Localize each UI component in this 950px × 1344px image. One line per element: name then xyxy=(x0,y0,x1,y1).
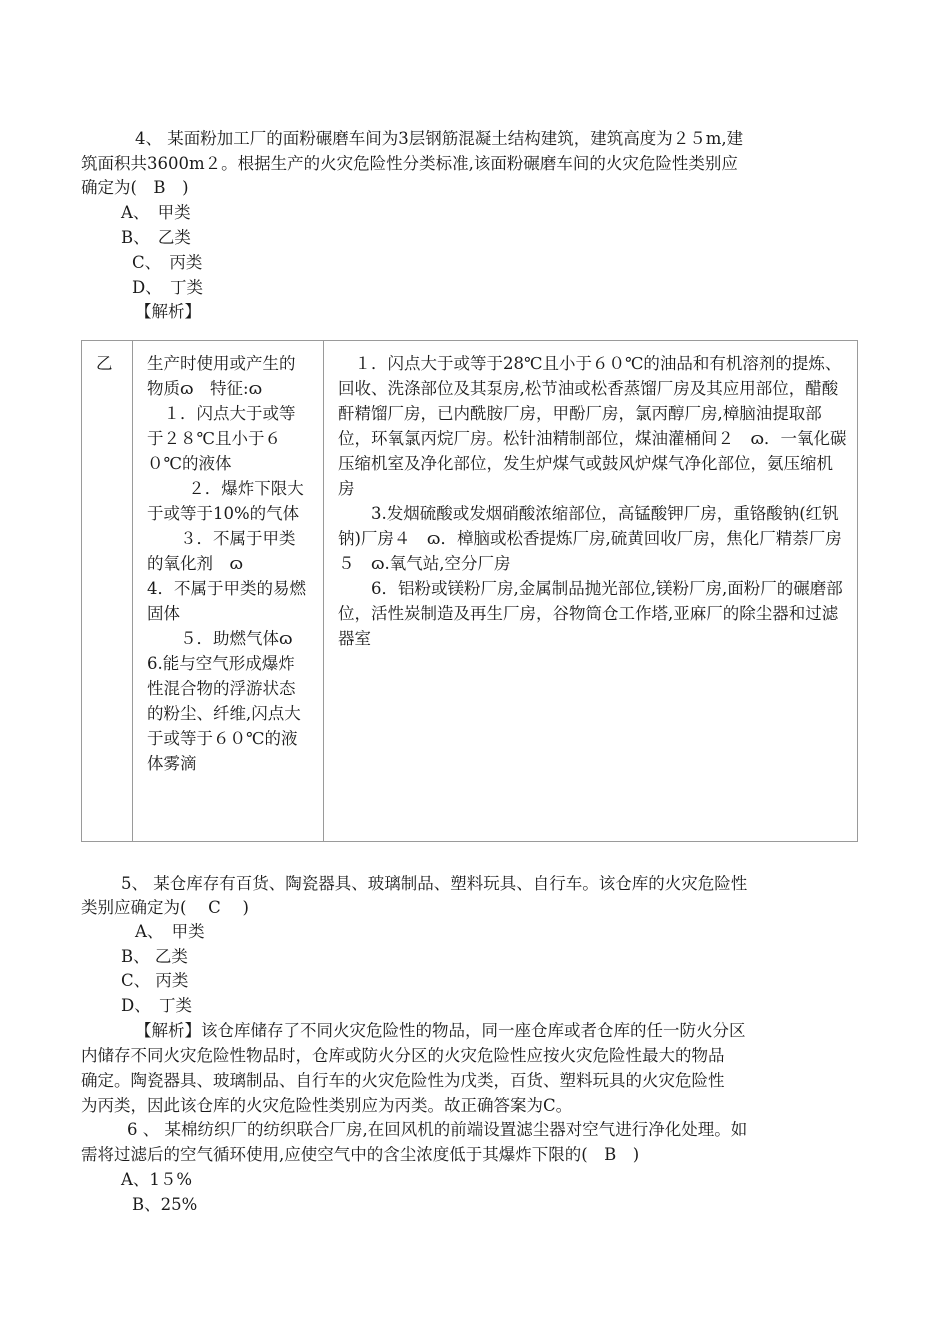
feature-4: 4．不属于甲类的易燃固体 xyxy=(147,579,306,623)
q5-analysis-line-4: 为丙类，因此该仓库的火灾危险性类别应为丙类。故正确答案为C。 xyxy=(81,1096,573,1115)
feature-5: ５．助燃气体ɷ xyxy=(180,629,293,648)
q5-analysis-line-3: 确定。陶瓷器具、玻璃制品、自行车的火灾危险性为戊类，百货、塑料玩具的火灾危险性 xyxy=(81,1071,725,1090)
example-group-2: 3.发烟硫酸或发烟硝酸浓缩部位，高锰酸钾厂房，重铬酸钠(红钒钠)厂房４ ɷ．樟脑或松香提炼厂房,硫黄回收厂房，焦化厂精萘厂房５ ɷ.氧气站,空分厂房 xyxy=(338,504,842,573)
q6-option-a: A、1５% xyxy=(121,1170,193,1189)
q5-option-b: B、 乙类 xyxy=(121,947,188,966)
q5-analysis-line-1: 【解析】该仓库储存了不同火灾危险性的物品，同一座仓库或者仓库的任一防火分区 xyxy=(135,1021,746,1040)
q5-option-c: C、 丙类 xyxy=(121,971,189,990)
features-cell xyxy=(133,341,324,842)
feature-6: 6.能与空气形成爆炸性混合物的浮游状态的粉尘、纤维,闪点大于或等于６０℃的液体雾滴 xyxy=(147,654,301,773)
q4-option-c: C、 丙类 xyxy=(132,253,203,272)
q5-line-2: 类别应确定为( C ) xyxy=(81,898,249,917)
examples-text xyxy=(324,341,857,651)
q4-line-3: 确定为( B ) xyxy=(81,178,189,197)
q5-option-a: A、 甲类 xyxy=(135,922,205,941)
feature-1: １．闪点大于或等于２８℃且小于６０℃的液体 xyxy=(147,404,296,473)
example-group-1: １．闪点大于或等于28℃且小于６０℃的油品和有机溶剂的提炼、回收、洗涤部位及其泵房,松节油或松香蒸馏厂房及其应用部位，醋酸酐精馏厂房，已内酰胺厂房，甲酚厂房，氯丙醇厂房,樟脑油提取部位，环氧氯丙烷厂房。松针油精制部位，煤油灌桶间２ ɷ．一氧化碳压缩机室及净化部位，发生炉煤气或鼓风炉煤气净化部位，氨压缩机房 xyxy=(338,354,847,498)
table-row xyxy=(82,341,858,842)
q4-analysis-label: 【解析】 xyxy=(135,302,201,321)
q4-option-d: D、 丁类 xyxy=(132,278,203,297)
feature-2: ２．爆炸下限大于或等于10%的气体 xyxy=(147,479,304,523)
q5-option-d: D、 丁类 xyxy=(121,996,192,1015)
category-label: 乙 xyxy=(96,354,113,373)
q6-line-1: 6 、 某棉纺织厂的纺织联合厂房,在回风机的前端设置滤尘器对空气进行净化处理。如 xyxy=(127,1120,748,1139)
q4-line-1: 4、 某面粉加工厂的面粉碾磨车间为3层钢筋混凝土结构建筑，建筑高度为２５m,建 xyxy=(135,129,744,148)
feature-3: ３．不属于甲类的氧化剂 ɷ xyxy=(147,529,296,573)
examples-cell xyxy=(324,341,858,842)
q6-line-2: 需将过滤后的空气循环使用,应使空气中的含尘浓度低于其爆炸下限的( B ) xyxy=(81,1145,640,1164)
q6-option-b: B、25% xyxy=(132,1195,198,1214)
q4-option-b: B、 乙类 xyxy=(121,228,191,247)
q4-line-2: 筑面积共3600m２。根据生产的火灾危险性分类标准,该面粉碾磨车间的火灾危险性类别应 xyxy=(81,154,738,173)
feature-intro: 生产时使用或产生的物质ɷ 特征:ɷ xyxy=(147,354,296,398)
q5-line-1: 5、 某仓库存有百货、陶瓷器具、玻璃制品、塑料玩具、自行车。该仓库的火灾危险性 xyxy=(121,874,748,893)
hazard-classification-table xyxy=(81,340,858,842)
example-group-3: 6．铝粉或镁粉厂房,金属制品抛光部位,镁粉厂房,面粉厂的碾磨部位，活性炭制造及再生厂房，谷物筒仓工作塔,亚麻厂的除尘器和过滤器室 xyxy=(338,579,843,648)
q4-option-a: A、 甲类 xyxy=(121,203,191,222)
features-text xyxy=(133,341,323,776)
q5-analysis-line-2: 内储存不同火灾危险性物品时，仓库或防火分区的火灾危险性应按火灾危险性最大的物品 xyxy=(81,1046,725,1065)
category-cell xyxy=(82,341,133,842)
